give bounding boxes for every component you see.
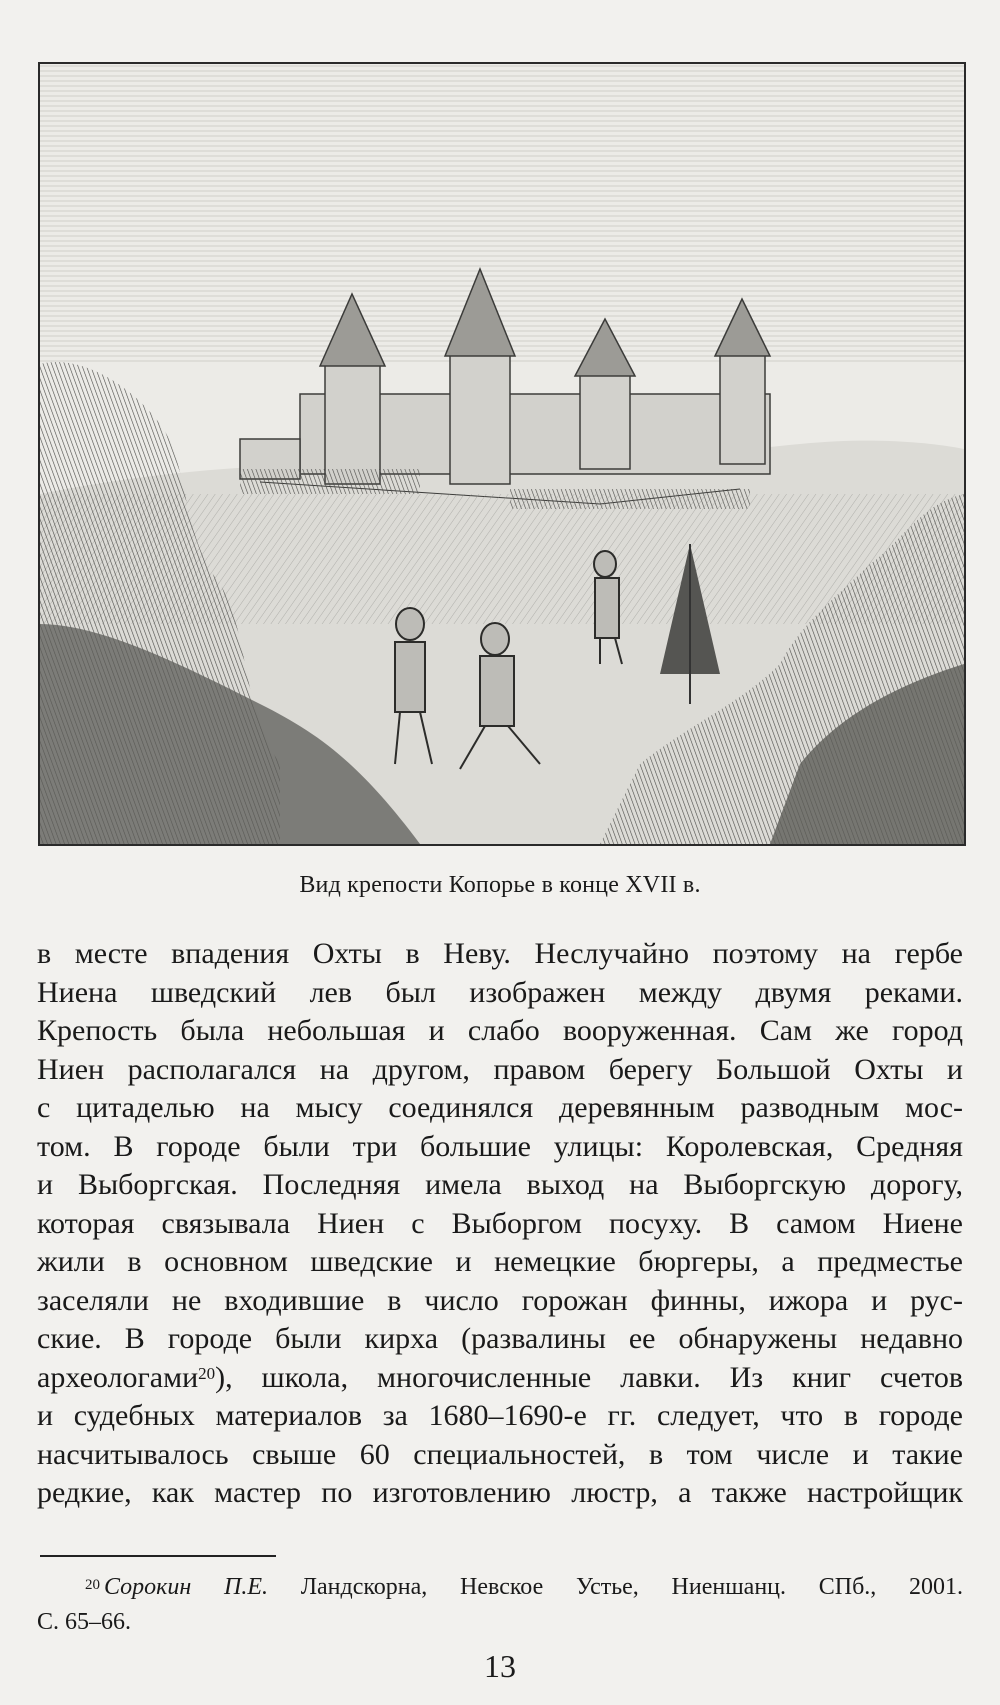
text-line: и судебных материалов за 1680–1690-е гг. следует, что в городе xyxy=(37,1399,963,1432)
footnote-author: Сорокин П.Е. xyxy=(104,1574,269,1600)
footnote-line xyxy=(37,1570,963,1605)
text-line: заселяли не входившие в число горожан финны, ижора и рус- xyxy=(37,1283,963,1317)
main-text xyxy=(37,935,963,1513)
page-number: 13 xyxy=(484,1648,516,1684)
footnote xyxy=(37,1570,963,1640)
text-line: Ниена шведский лев был изображен между двумя реками. xyxy=(37,975,963,1009)
text-fragment: ), школа, многочисленные лавки. Из книг счетов xyxy=(215,1360,963,1394)
text-line: Крепость была небольшая и слабо вооруженная. Сам же город xyxy=(37,1014,963,1047)
text-line: ские. В городе были кирха (развалины ее обнаружены недавно xyxy=(37,1322,963,1355)
text-line: в месте впадения Охты в Неву. Неслучайно поэтому на гербе xyxy=(37,937,963,970)
text-line: редкие, как мастер по изготовлению люстр, а также настройщик xyxy=(37,1476,963,1509)
text-line: с цитаделью на мысу соединялся деревянным разводным мос- xyxy=(37,1091,963,1124)
text-line: насчитывалось свыше 60 специальностей, в том числе и такие xyxy=(37,1437,963,1471)
engraving-illustration xyxy=(38,62,966,846)
text-line: том. В городе были три большие улицы: Королевская, Средняя xyxy=(37,1129,963,1163)
figure-caption: Вид крепости Копорье в конце XVII в. xyxy=(299,872,701,898)
fortress-engraving-image xyxy=(40,64,964,844)
footnote-text: Ландскорна, Невское Устье, Ниеншанц. СПб., 2001. xyxy=(268,1574,963,1600)
text-line: жили в основном шведские и немецкие бюргеры, а предместье xyxy=(37,1245,963,1278)
footnote-separator xyxy=(40,1555,276,1557)
text-line: Ниен располагался на другом, правом берегу Большой Охты и xyxy=(37,1052,963,1086)
text-line: которая связывала Ниен с Выборгом посуху. В самом Ниене xyxy=(37,1206,963,1240)
footnote-reference[interactable]: 20 xyxy=(198,1363,216,1383)
text-fragment: археологами xyxy=(37,1360,199,1394)
text-line-with-footnote-ref xyxy=(37,1359,963,1398)
footnote-number: 20 xyxy=(85,1577,100,1593)
footnote-line: С. 65–66. xyxy=(37,1609,132,1635)
text-line: и Выборгская. Последняя имела выход на Выборгскую дорогу, xyxy=(37,1168,963,1201)
